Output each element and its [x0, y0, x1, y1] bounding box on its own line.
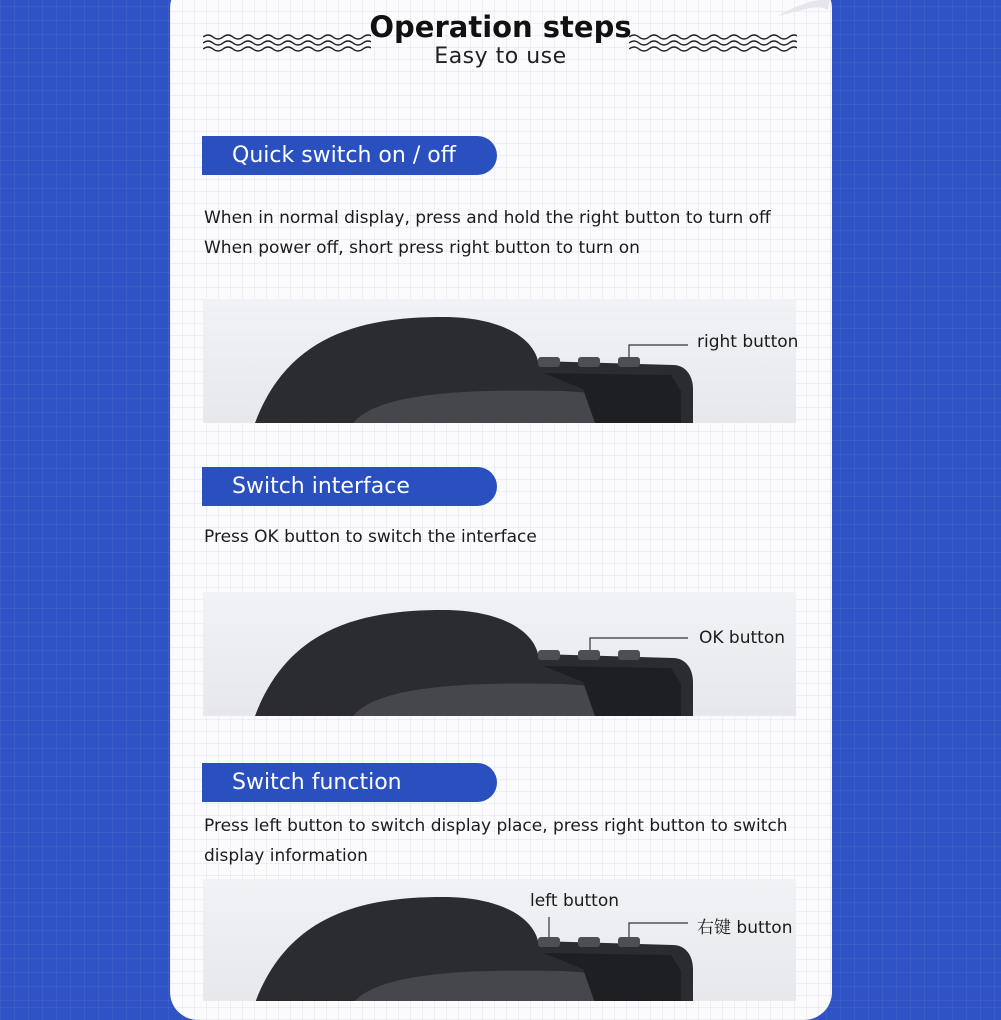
section-description-function [204, 811, 788, 871]
callout-left-button: left button [530, 891, 620, 911]
description-line: display information [204, 846, 368, 866]
description-line: Press OK button to switch the interface [204, 527, 537, 547]
wave-decoration-icon [203, 33, 371, 53]
description-line: When in normal display, press and hold the right button to turn off [204, 208, 771, 228]
callout-right-button: 右键 button [697, 918, 793, 938]
device-image-power [203, 299, 799, 423]
device-image-function [203, 879, 796, 1001]
section-description-power [204, 203, 771, 263]
page-title: Operation steps [369, 10, 632, 44]
section-heading-interface: Switch interface [202, 467, 497, 506]
callout-right-button: right button [697, 332, 799, 352]
wave-decoration-icon [629, 33, 797, 53]
section-heading-power: Quick switch on / off [202, 136, 497, 175]
callout-ok-button: OK button [699, 628, 786, 648]
section-heading-function: Switch function [202, 763, 497, 802]
page-subtitle: Easy to use [434, 44, 567, 69]
section-description-interface [204, 522, 537, 552]
device-image-interface [203, 592, 796, 716]
description-line: Press left button to switch display place, press right button to switch [204, 816, 788, 836]
description-line: When power off, short press right button to turn on [204, 238, 640, 258]
